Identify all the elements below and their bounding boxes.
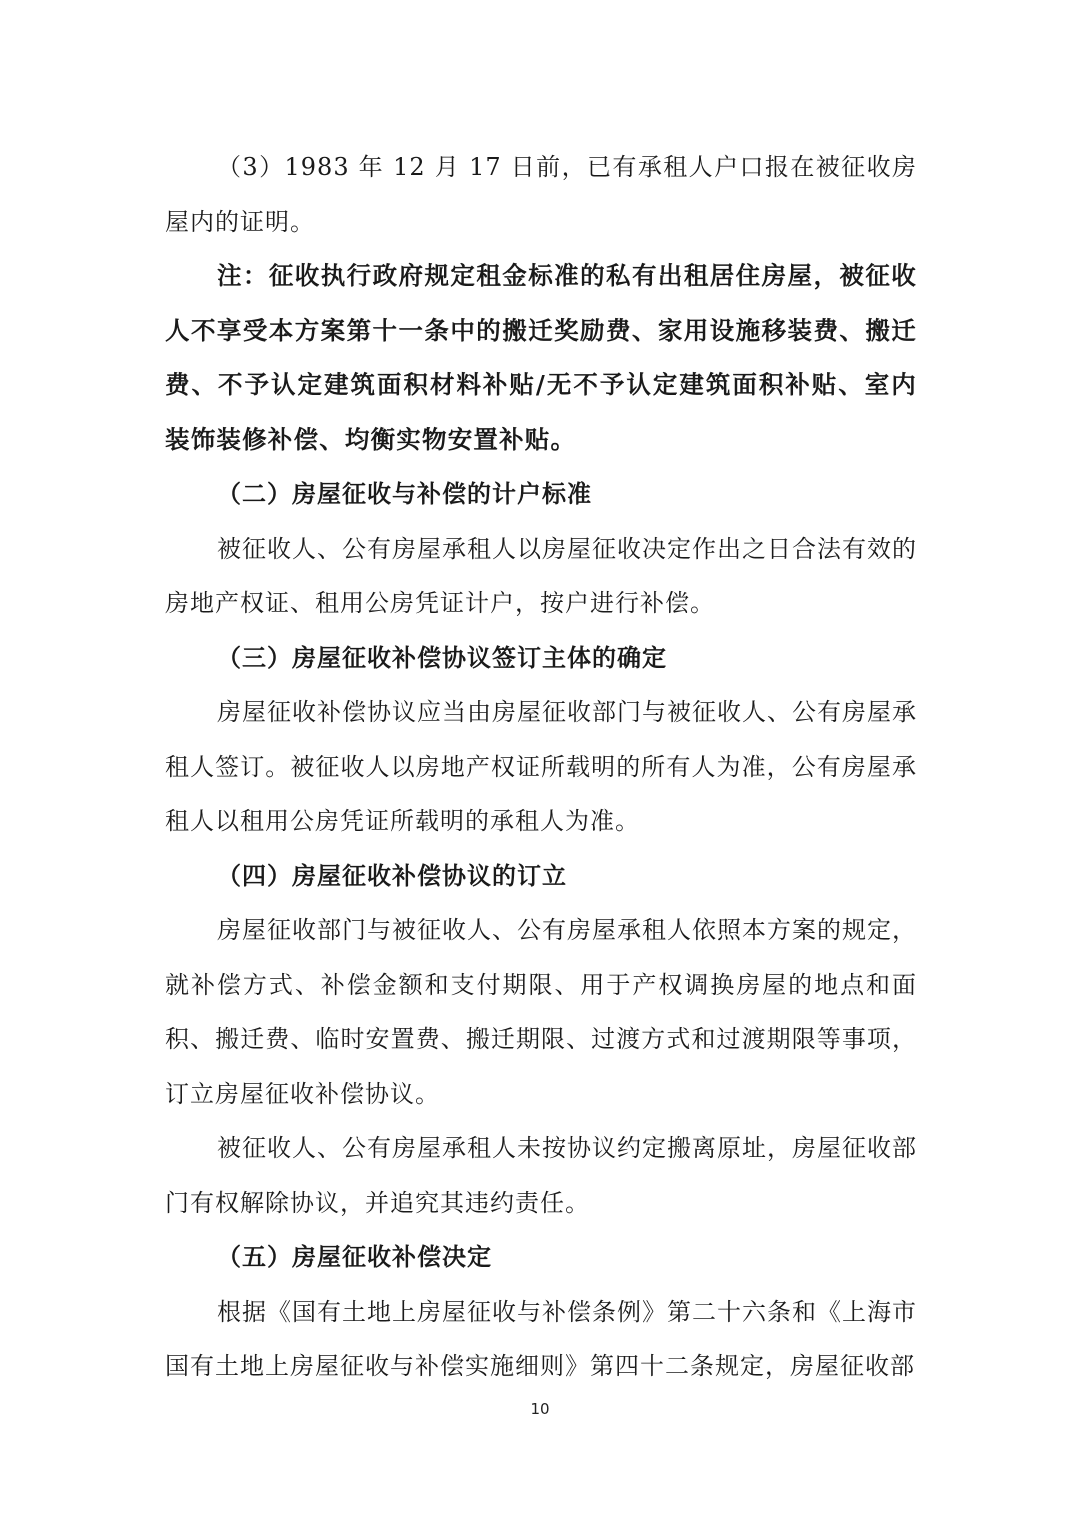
section-heading-household-standard: （二）房屋征收与补偿的计户标准 — [217, 480, 592, 508]
paragraph-compensation-decision: 根据《国有土地上房屋征收与补偿条例》第二十六条和《上海市国有土地上房屋征收与补偿实施细则》第四十二条规定，房屋征收部 — [165, 1297, 917, 1380]
section-heading-agreement-conclusion: （四）房屋征收补偿协议的订立 — [217, 861, 567, 890]
paragraph-agreement-breach: 被征收人、公有房屋承租人未按协议约定搬离原址，房屋征收部门有权解除协议，并追究其违约责任。 — [165, 1134, 917, 1217]
paragraph-agreement-conclusion: 房屋征收部门与被征收人、公有房屋承租人依照本方案的规定，就补偿方式、补偿金额和支付期限、用于产权调换房屋的地点和面积、搬迁费、临时安置费、搬迁期限、过渡方式和过渡期限等事项，订立房屋征收补偿协议。 — [165, 916, 917, 1108]
section-heading-compensation-decision: （五）房屋征收补偿决定 — [217, 1243, 492, 1271]
document-body — [165, 140, 917, 1394]
paragraph-agreement-parties: 房屋征收补偿协议应当由房屋征收部门与被征收人、公有房屋承租人签订。被征收人以房地产权证所载明的所有人为准，公有房屋承租人以租用公房凭证所载明的承租人为准。 — [165, 698, 917, 835]
note-paragraph: 注：征收执行政府规定租金标准的私有出租居住房屋，被征收人不享受本方案第十一条中的搬迁奖励费、家用设施移装费、搬迁费、不予认定建筑面积材料补贴/无不予认定建筑面积补贴、室内装饰装修补偿、均衡实物安置补贴。 — [165, 261, 917, 454]
paragraph-household-standard: 被征收人、公有房屋承租人以房屋征收决定作出之日合法有效的房地产权证、租用公房凭证计户，按户进行补偿。 — [165, 534, 917, 617]
paragraph-registration-proof: （3）1983 年 12 月 17 日前，已有承租人户口报在被征收房屋内的证明。 — [165, 153, 917, 236]
section-heading-agreement-parties: （三）房屋征收补偿协议签订主体的确定 — [217, 643, 667, 672]
page-number: 10 — [530, 1400, 550, 1418]
